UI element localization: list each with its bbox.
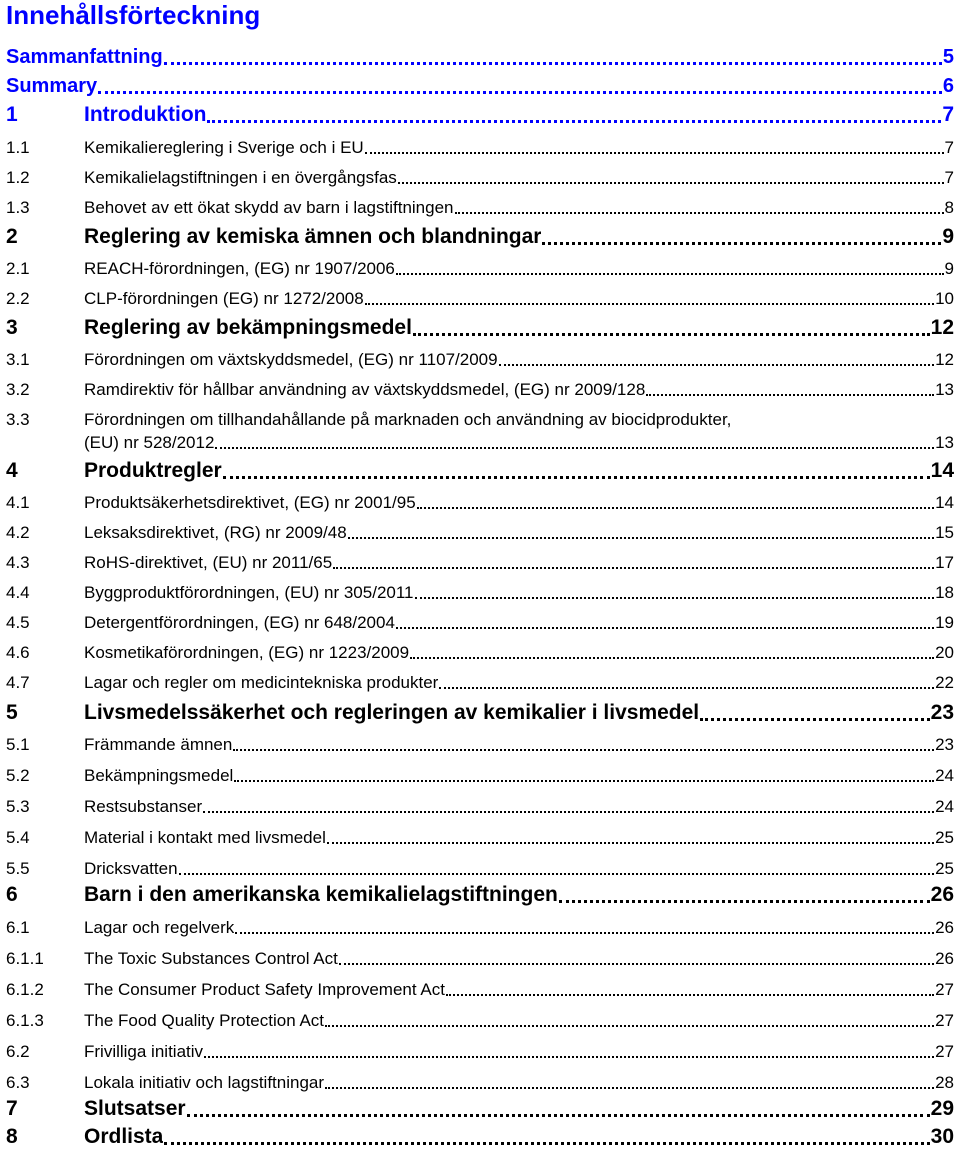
- leader-dots: [327, 841, 934, 844]
- toc-entry-4-4[interactable]: [6, 583, 954, 603]
- toc-entry-number: 1.3: [6, 198, 30, 217]
- leader-dots: [223, 475, 930, 479]
- toc-entry-number: 1.1: [6, 138, 30, 157]
- toc-entry-text: Reglering av kemiska ämnen och blandningar: [84, 225, 542, 248]
- toc-entry-page: 13: [935, 380, 954, 399]
- toc-entry-page: 25: [935, 828, 954, 847]
- toc-entry-number: 6.1: [6, 918, 30, 937]
- leader-dots: [203, 810, 934, 813]
- toc-entry-page: 18: [935, 583, 954, 602]
- toc-entry-text: Slutsatser: [84, 1097, 186, 1120]
- toc-entry-text: Material i kontakt med livsmedel: [84, 828, 326, 847]
- toc-entry-page: 24: [935, 797, 954, 816]
- leader-dots: [339, 962, 934, 965]
- toc-entry-page: 7: [944, 168, 954, 187]
- toc-entry-number: 4: [6, 459, 18, 482]
- leader-dots: [646, 393, 934, 396]
- toc-entry-text: Ordlista: [84, 1125, 164, 1148]
- toc-entry-page: 6: [942, 75, 954, 97]
- toc-entry-text: Detergentförordningen, (EG) nr 648/2004: [84, 613, 395, 632]
- toc-entry-page: 23: [935, 735, 954, 754]
- leader-dots: [179, 872, 935, 875]
- toc-entry-page: 26: [935, 918, 954, 937]
- toc-entry-text: CLP-förordningen (EG) nr 1272/2008: [84, 289, 364, 308]
- toc-entry-5-3[interactable]: [6, 797, 954, 817]
- toc-entry-text: Summary: [6, 75, 98, 97]
- toc-entry-3-1[interactable]: [6, 350, 954, 370]
- toc-entry-page: 9: [944, 259, 954, 278]
- toc-entry-page: 23: [930, 701, 954, 724]
- toc-entry-number: 3.2: [6, 380, 30, 399]
- toc-entry-4[interactable]: [6, 459, 954, 483]
- leader-dots: [325, 1086, 934, 1089]
- toc-entry-page: 14: [935, 493, 954, 512]
- toc-entry-page: 5: [942, 46, 954, 68]
- toc-entry-text: Reglering av bekämpningsmedel: [84, 316, 412, 339]
- toc-entry-number: 4.4: [6, 583, 30, 602]
- toc-entry-text: Introduktion: [84, 103, 207, 126]
- leader-dots: [234, 779, 934, 782]
- toc-entry-page: 22: [935, 673, 954, 692]
- toc-entry-number: 1: [6, 103, 18, 126]
- toc-entry-2-1[interactable]: [6, 259, 954, 279]
- toc-entry-number: 4.7: [6, 673, 30, 692]
- toc-entry-text: Lagar och regler om medicintekniska produkter: [84, 673, 439, 692]
- leader-dots: [348, 536, 934, 539]
- toc-entry-2-2[interactable]: [6, 289, 954, 309]
- leader-dots: [396, 272, 944, 275]
- toc-entry-text: Främmande ämnen: [84, 735, 233, 754]
- toc-entry-3[interactable]: [6, 316, 954, 340]
- toc-entry-page: 20: [935, 643, 954, 662]
- toc-entry-number: 5.4: [6, 828, 30, 847]
- toc-entry-5-2[interactable]: [6, 766, 954, 786]
- toc-entry-1[interactable]: [6, 103, 954, 127]
- toc-entry-6-1-1[interactable]: [6, 949, 954, 969]
- leader-dots: [333, 566, 934, 569]
- toc-entry-5-1[interactable]: [6, 735, 954, 755]
- toc-entry-page: 25: [935, 859, 954, 878]
- toc-entry-number: 4.3: [6, 553, 30, 572]
- leader-dots: [559, 899, 930, 903]
- leader-dots: [499, 363, 935, 366]
- toc-entry-1-3[interactable]: [6, 198, 954, 218]
- toc-entry-text: The Food Quality Protection Act: [84, 1011, 325, 1030]
- toc-entry-3-3-continuation[interactable]: [84, 433, 954, 453]
- toc-entry-6[interactable]: [6, 883, 954, 907]
- leader-dots: [415, 596, 935, 599]
- toc-entry-text: Leksaksdirektivet, (RG) nr 2009/48: [84, 523, 347, 542]
- toc-heading: Innehållsförteckning: [6, 0, 261, 30]
- toc-entry-text: RoHS-direktivet, (EU) nr 2011/65: [84, 553, 333, 572]
- toc-entry-6-3[interactable]: [6, 1073, 954, 1093]
- leader-dots: [235, 931, 934, 934]
- toc-entry-page: 12: [930, 316, 954, 339]
- toc-entry-number: 2.1: [6, 259, 30, 278]
- toc-entry-page: 28: [935, 1073, 954, 1092]
- toc-entry-text: Frivilliga initiativ: [84, 1042, 204, 1061]
- toc-entry-page: 19: [935, 613, 954, 632]
- toc-entry-text: Lokala initiativ och lagstiftningar: [84, 1073, 325, 1092]
- leader-dots: [365, 302, 934, 305]
- leader-dots: [164, 61, 942, 65]
- toc-entry-4-3[interactable]: [6, 553, 954, 573]
- toc-entry-text: Förordningen om växtskyddsmedel, (EG) nr 1107/2009: [84, 350, 498, 369]
- toc-entry-text: Livsmedelssäkerhet och regleringen av kemikalier i livsmedel: [84, 701, 700, 724]
- leader-dots: [98, 90, 942, 94]
- leader-dots: [700, 717, 929, 721]
- toc-entry-text: Ramdirektiv för hållbar användning av växtskyddsmedel, (EG) nr 2009/128: [84, 380, 646, 399]
- toc-entry-6-2[interactable]: [6, 1042, 954, 1062]
- toc-entry-text: Behovet av ett ökat skydd av barn i lagstiftningen: [84, 198, 454, 217]
- leader-dots: [187, 1113, 930, 1117]
- toc-entry-text: Produktsäkerhetsdirektivet, (EG) nr 2001/95: [84, 493, 416, 512]
- toc-entry-4-7[interactable]: [6, 673, 954, 693]
- toc-entry-number: 4.1: [6, 493, 30, 512]
- toc-entry-page: 9: [942, 225, 954, 248]
- toc-entry-4-1[interactable]: [6, 493, 954, 513]
- toc-entry-page: 12: [935, 350, 954, 369]
- toc-entry-text: Produktregler: [84, 459, 222, 482]
- toc-entry-page: 29: [930, 1097, 954, 1120]
- toc-entry-6-1[interactable]: [6, 918, 954, 938]
- toc-entry-2[interactable]: [6, 225, 954, 249]
- toc-entry-number: 5.1: [6, 735, 30, 754]
- toc-entry-text: Barn i den amerikanska kemikalielagstiftningen: [84, 883, 558, 906]
- leader-dots: [455, 211, 944, 214]
- toc-entry-3-3[interactable]: [6, 410, 954, 430]
- toc-entry-7[interactable]: [6, 1097, 954, 1121]
- toc-entry-text: REACH-förordningen, (EG) nr 1907/2006: [84, 259, 395, 278]
- toc-entry-number: 7: [6, 1097, 18, 1120]
- toc-entry-text: Byggproduktförordningen, (EU) nr 305/2011: [84, 583, 414, 602]
- toc-entry-number: 3: [6, 316, 18, 339]
- toc-entry-4-2[interactable]: [6, 523, 954, 543]
- leader-dots: [325, 1024, 934, 1027]
- toc-entry-number: 5: [6, 701, 18, 724]
- leader-dots: [207, 119, 941, 123]
- toc-entry-sammanfattning[interactable]: [6, 45, 954, 69]
- toc-entry-1-2[interactable]: [6, 168, 954, 188]
- toc-entry-page: 27: [935, 1042, 954, 1061]
- toc-entry-text: Förordningen om tillhandahållande på marknaden och användning av biocidprodukter,: [84, 410, 732, 429]
- toc-entry-number: 6: [6, 883, 18, 906]
- toc-entry-page: 13: [935, 433, 954, 452]
- toc-entry-summary[interactable]: [6, 74, 954, 98]
- toc-entry-number: 6.1.3: [6, 1011, 44, 1030]
- toc-entry-8[interactable]: [6, 1125, 954, 1149]
- toc-entry-text: Kemikalielagstiftningen i en övergångsfas: [84, 168, 397, 187]
- toc-entry-text: Sammanfattning: [6, 46, 163, 68]
- toc-entry-page: 10: [935, 289, 954, 308]
- toc-entry-number: 6.2: [6, 1042, 30, 1061]
- toc-entry-text: Restsubstanser: [84, 797, 203, 816]
- toc-entry-number: 6.1.2: [6, 980, 44, 999]
- toc-entry-page: 24: [935, 766, 954, 785]
- toc-entry-1-1[interactable]: [6, 138, 954, 158]
- leader-dots: [439, 686, 934, 689]
- leader-dots: [396, 626, 934, 629]
- leader-dots: [365, 151, 944, 154]
- leader-dots: [233, 748, 934, 751]
- leader-dots: [215, 446, 934, 449]
- toc-entry-4-6[interactable]: [6, 643, 954, 663]
- toc-entry-text: The Toxic Substances Control Act: [84, 949, 338, 968]
- toc-entry-page: 8: [944, 198, 954, 217]
- toc-entry-number: 2.2: [6, 289, 30, 308]
- toc-entry-4-5[interactable]: [6, 613, 954, 633]
- toc-entry-number: 6.3: [6, 1073, 30, 1092]
- toc-entry-page: 14: [930, 459, 954, 482]
- toc-entry-5-4[interactable]: [6, 828, 954, 848]
- toc-entry-page: 15: [935, 523, 954, 542]
- toc-entry-page: 27: [935, 1011, 954, 1030]
- toc-entry-text: Dricksvatten: [84, 859, 178, 878]
- toc-entry-page: 7: [944, 138, 954, 157]
- toc-entry-number: 2: [6, 225, 18, 248]
- toc-entry-page: 30: [930, 1125, 954, 1148]
- toc-entry-number: 5.2: [6, 766, 30, 785]
- toc-entry-number: 4.6: [6, 643, 30, 662]
- leader-dots: [417, 506, 934, 509]
- leader-dots: [398, 181, 944, 184]
- toc-entry-number: 4.2: [6, 523, 30, 542]
- toc-entry-page: 7: [942, 103, 954, 126]
- toc-entry-6-1-2[interactable]: [6, 980, 954, 1000]
- leader-dots: [410, 656, 934, 659]
- toc-entry-number: 8: [6, 1125, 18, 1148]
- toc-entry-page: 27: [935, 980, 954, 999]
- toc-entry-page: 17: [935, 553, 954, 572]
- toc-entry-number: 1.2: [6, 168, 30, 187]
- toc-entry-number: 6.1.1: [6, 949, 44, 968]
- leader-dots: [204, 1055, 934, 1058]
- toc-entry-text-cont: (EU) nr 528/2012: [84, 433, 215, 452]
- leader-dots: [446, 993, 934, 996]
- toc-entry-5-5[interactable]: [6, 859, 954, 879]
- toc-entry-text: Lagar och regelverk: [84, 918, 235, 937]
- leader-dots: [542, 241, 941, 245]
- toc-entry-text: The Consumer Product Safety Improvement Act: [84, 980, 445, 999]
- toc-entry-page: 26: [930, 883, 954, 906]
- leader-dots: [413, 332, 930, 336]
- toc-entry-3-2[interactable]: [6, 380, 954, 400]
- toc-entry-text: Bekämpningsmedel: [84, 766, 234, 785]
- leader-dots: [164, 1141, 929, 1145]
- toc-entry-5[interactable]: [6, 701, 954, 725]
- toc-entry-number: 3.3: [6, 410, 30, 429]
- toc-entry-6-1-3[interactable]: [6, 1011, 954, 1031]
- toc-entry-number: 5.3: [6, 797, 30, 816]
- toc-entry-page: 26: [935, 949, 954, 968]
- toc-entry-number: 3.1: [6, 350, 30, 369]
- toc-entry-number: 4.5: [6, 613, 30, 632]
- toc-entry-number: 5.5: [6, 859, 30, 878]
- toc-entry-text: Kemikaliereglering i Sverige och i EU: [84, 138, 364, 157]
- toc-entry-text: Kosmetikaförordningen, (EG) nr 1223/2009: [84, 643, 410, 662]
